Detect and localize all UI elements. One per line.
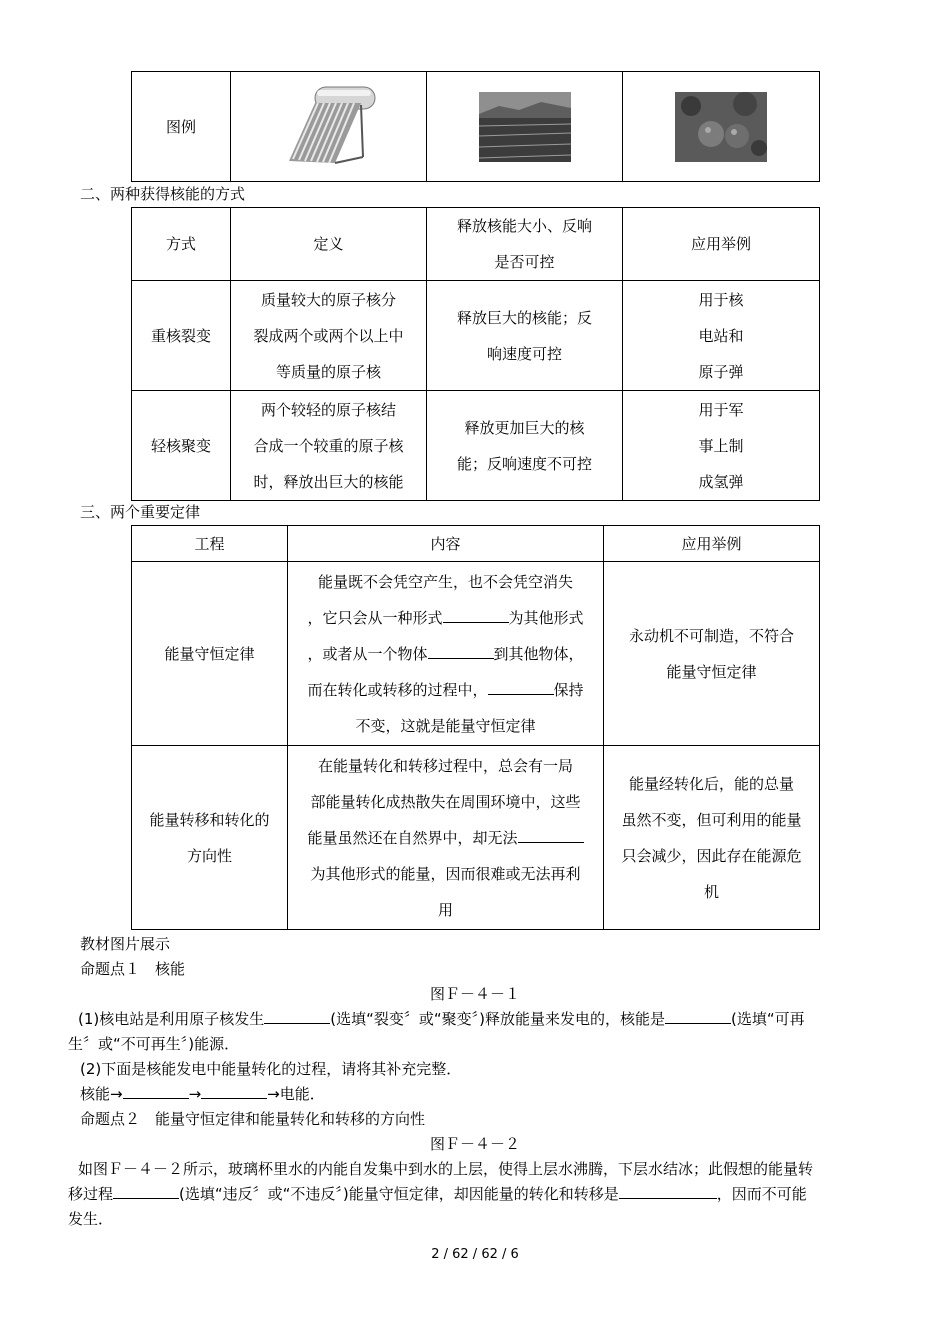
answer-blank[interactable] [113, 1184, 179, 1199]
release-cell: 释放巨大的核能；反 响速度可控 [427, 281, 623, 391]
answer-blank[interactable] [518, 828, 584, 843]
answer-blank[interactable] [443, 608, 509, 623]
answer-blank[interactable] [619, 1184, 717, 1199]
answer-blank[interactable] [123, 1084, 189, 1099]
solar-water-heater-cell [231, 72, 427, 182]
solar-panel-cell [427, 72, 623, 182]
energy-chain: 核能→ → →电能． [80, 1085, 325, 1103]
laws-table [131, 525, 820, 930]
method-cell: 轻核聚变 [132, 391, 231, 501]
section3-heading: 三、两个重要定律 [80, 503, 201, 521]
point1-title: 命题点１ 核能 [80, 960, 186, 978]
table-row [132, 562, 820, 746]
point1-question2: (2)下面是核能发电中能量转化的过程，请将其补充完整． [80, 1060, 462, 1078]
point2-title: 命题点２ 能量守恒定律和能量转化和转移的方向性 [80, 1110, 426, 1128]
figure1-caption: 图Ｆ－４－１ [429, 985, 520, 1003]
table-row [132, 391, 820, 501]
point1-question1: (1)核电站是利用原子核发生 (选填“裂变〞或“聚变〞)释放能量来发电的，核能是 (选填“可再 生〞或“不可再生〞)能源． [68, 1010, 805, 1053]
answer-blank[interactable] [201, 1084, 267, 1099]
legend-table [131, 71, 820, 182]
header-definition: 定义 [231, 208, 427, 281]
header-content: 内容 [288, 526, 604, 562]
application-cell: 用于核 电站和 原子弹 [623, 281, 820, 391]
page-footer: 2 / 62 / 62 / 6 [431, 1247, 519, 1262]
tomato-cell [623, 72, 820, 182]
table-row [132, 281, 820, 391]
legend-label: 图例 [165, 117, 196, 136]
law-application-cell: 能量经转化后，能的总量 虽然不变，但可利用的能量 只会减少，因此存在能源危 机 [604, 746, 820, 930]
answer-blank[interactable] [488, 680, 554, 695]
textbook-heading: 教材图片展示 [80, 935, 171, 953]
answer-blank[interactable] [264, 1009, 330, 1024]
nuclear-methods-table [131, 207, 820, 501]
definition-cell: 两个较轻的原子核结 合成一个较重的原子核 时，释放出巨大的核能 [231, 391, 427, 501]
tomato-plant-image [675, 92, 767, 162]
answer-blank[interactable] [665, 1009, 731, 1024]
header-application: 应用举例 [604, 526, 820, 562]
definition-cell: 质量较大的原子核分 裂成两个或两个以上中 等质量的原子核 [231, 281, 427, 391]
header-method: 方式 [132, 208, 231, 281]
legend-label-cell [132, 72, 231, 182]
release-cell: 释放更加巨大的核 能；反响速度不可控 [427, 391, 623, 501]
application-cell: 用于军 事上制 成氢弹 [623, 391, 820, 501]
law-content-cell: 在能量转化和转移过程中，总会有一局 部能量转化成热散失在周围环境中，这些 能量虽然还在自然界中，却无法 为其他形式的能量，因而很难或无法再利 用 [288, 746, 604, 930]
header-release: 释放核能大小、反响 是否可控 [427, 208, 623, 281]
law-name-cell: 能量守恒定律 [132, 562, 288, 746]
solar-water-heater-image [281, 83, 377, 171]
header-application: 应用举例 [623, 208, 820, 281]
law-content-cell: 能量既不会凭空产生，也不会凭空消失 ，它只会从一种形式 为其他形式 ，或者从一个物体 到其他物体， 而在转化或转移的过程中， 保持 不变，这就是能量守恒定律 [288, 562, 604, 746]
figure2-caption: 图Ｆ－４－２ [429, 1135, 520, 1153]
law-application-cell: 永动机不可制造，不符合 能量守恒定律 [604, 562, 820, 746]
solar-panel-field-image [479, 92, 571, 162]
point2-paragraph: 如图Ｆ－４－２所示，玻璃杯里水的内能自发集中到水的上层，使得上层水沸腾，下层水结冰；此假想的能量转 移过程 (选填“违反〞或“不违反〞)能量守恒定律，却因能量的转化和转移是 ，因而不可能 发生． [68, 1160, 814, 1228]
header-item: 工程 [132, 526, 288, 562]
answer-blank[interactable] [428, 644, 494, 659]
section2-heading: 二、两种获得核能的方式 [80, 185, 246, 203]
law-name-cell: 能量转移和转化的 方向性 [132, 746, 288, 930]
table-row [132, 746, 820, 930]
method-cell: 重核裂变 [132, 281, 231, 391]
